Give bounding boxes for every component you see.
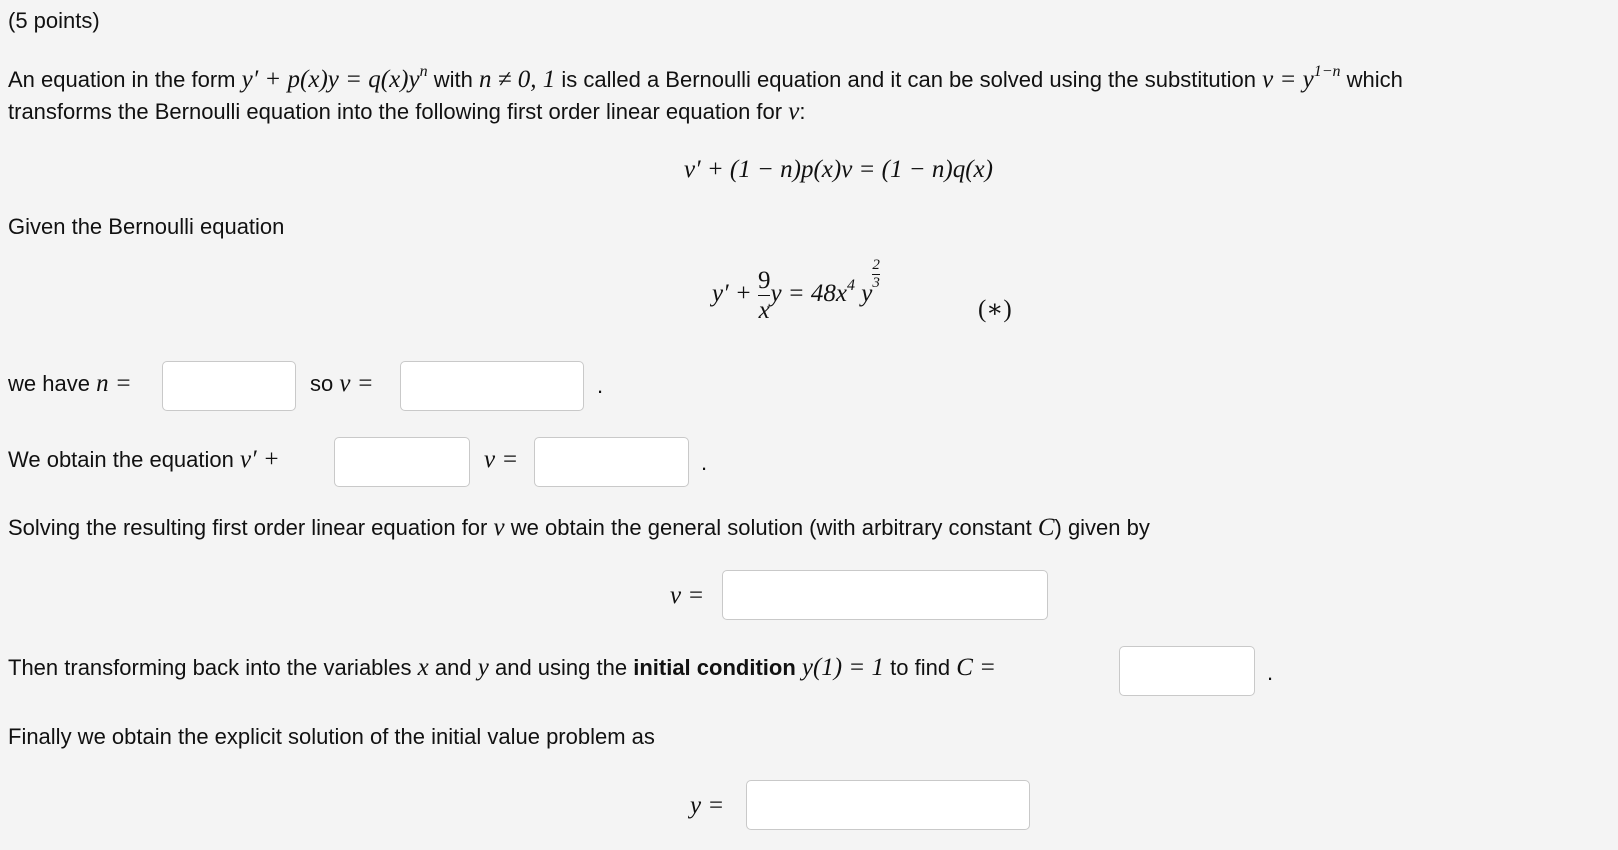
final-text: Finally we obtain the explicit solution of the initial value problem as [8, 724, 655, 749]
transform-text-c: to find [890, 655, 951, 680]
y-exponent-numerator: 2 [872, 257, 880, 273]
transform-text-b: and using the [494, 655, 628, 680]
equation-tag: (∗) [978, 296, 1012, 323]
intro-substitution [1262, 63, 1341, 93]
intro-text-4: which [1346, 67, 1403, 92]
bernoulli-equation [712, 257, 880, 324]
bernoulli-middle: y = 48x [770, 280, 847, 308]
n-label-var: n = [96, 370, 132, 397]
initial-condition-label: initial condition [633, 655, 796, 680]
v-solution-input[interactable] [722, 570, 1048, 620]
equation-v-equals: v = [484, 446, 519, 473]
linear-equation: v′ + (1 − n)p(x)v = (1 − n)q(x) [684, 156, 993, 183]
equation-label-text: We obtain the equation [8, 447, 234, 472]
intro-line-2-colon: : [799, 99, 806, 124]
v-label-so: so [310, 371, 334, 396]
intro-eq-form [241, 63, 428, 93]
intro-line-2 [8, 98, 805, 126]
transform-x: x [417, 654, 429, 681]
transform-y: y [477, 654, 489, 681]
intro-text-2: with [433, 67, 473, 92]
intro-substitution-exponent: 1−n [1313, 63, 1341, 80]
solve-text-c: ) given by [1054, 515, 1150, 540]
v-label [310, 370, 374, 398]
n-label [8, 370, 132, 398]
fraction-denominator: x [758, 297, 770, 324]
v-solution-label: v = [670, 582, 705, 609]
solve-text-a: Solving the resulting first order linear equation for [8, 515, 488, 540]
y-exponent-denominator: 3 [872, 275, 880, 291]
initial-condition: y(1) = 1 [801, 654, 885, 681]
x-exponent: 4 [847, 277, 855, 295]
coefficient-input[interactable] [334, 437, 470, 487]
bernoulli-fraction [758, 268, 771, 323]
equation-label [8, 446, 280, 474]
row-n-period: . [597, 373, 604, 398]
n-input[interactable] [162, 361, 296, 411]
solve-text [8, 514, 1150, 542]
intro-line-2-text: transforms the Bernoulli equation into the following first order linear equation for [8, 99, 783, 124]
y-solution-label: y = [690, 792, 725, 819]
given-label: Given the Bernoulli equation [8, 214, 285, 239]
c-value-input[interactable] [1119, 646, 1255, 696]
intro-eq-form-exponent: n [419, 63, 428, 80]
intro-line-1 [8, 63, 1403, 94]
y-solution-input[interactable] [746, 780, 1030, 830]
fraction-numerator: 9 [757, 267, 771, 294]
transform-period: . [1267, 660, 1274, 685]
y-exponent-fraction [872, 258, 880, 291]
transform-and: and [434, 655, 472, 680]
c-label: C = [956, 654, 996, 681]
intro-line-2-var: v [788, 98, 800, 125]
bernoulli-y: y [861, 280, 873, 308]
transform-text-a: Then transforming back into the variables [8, 655, 412, 680]
fraction-bar [758, 295, 771, 296]
row-eq-period: . [701, 450, 708, 475]
intro-text-1: An equation in the form [8, 67, 236, 92]
equation-label-var: v′ + [240, 446, 280, 473]
points-label: (5 points) [8, 8, 100, 33]
intro-eq-form-base: y′ + p(x)y = q(x)y [241, 66, 420, 93]
transform-text [8, 654, 996, 682]
bernoulli-lhs: y′ + [712, 280, 752, 308]
intro-substitution-base: v = y [1262, 66, 1314, 93]
intro-condition: n ≠ 0, 1 [478, 66, 556, 93]
v-input[interactable] [400, 361, 584, 411]
solve-text-b: we obtain the general solution (with arbitrary constant [510, 515, 1032, 540]
n-label-text: we have [8, 371, 90, 396]
solve-text-c-var: C [1037, 514, 1055, 541]
intro-text-3: is called a Bernoulli equation and it can be solved using the substitution [561, 67, 1257, 92]
solve-text-var: v [493, 514, 505, 541]
rhs-input[interactable] [534, 437, 689, 487]
v-label-var: v = [339, 370, 374, 397]
